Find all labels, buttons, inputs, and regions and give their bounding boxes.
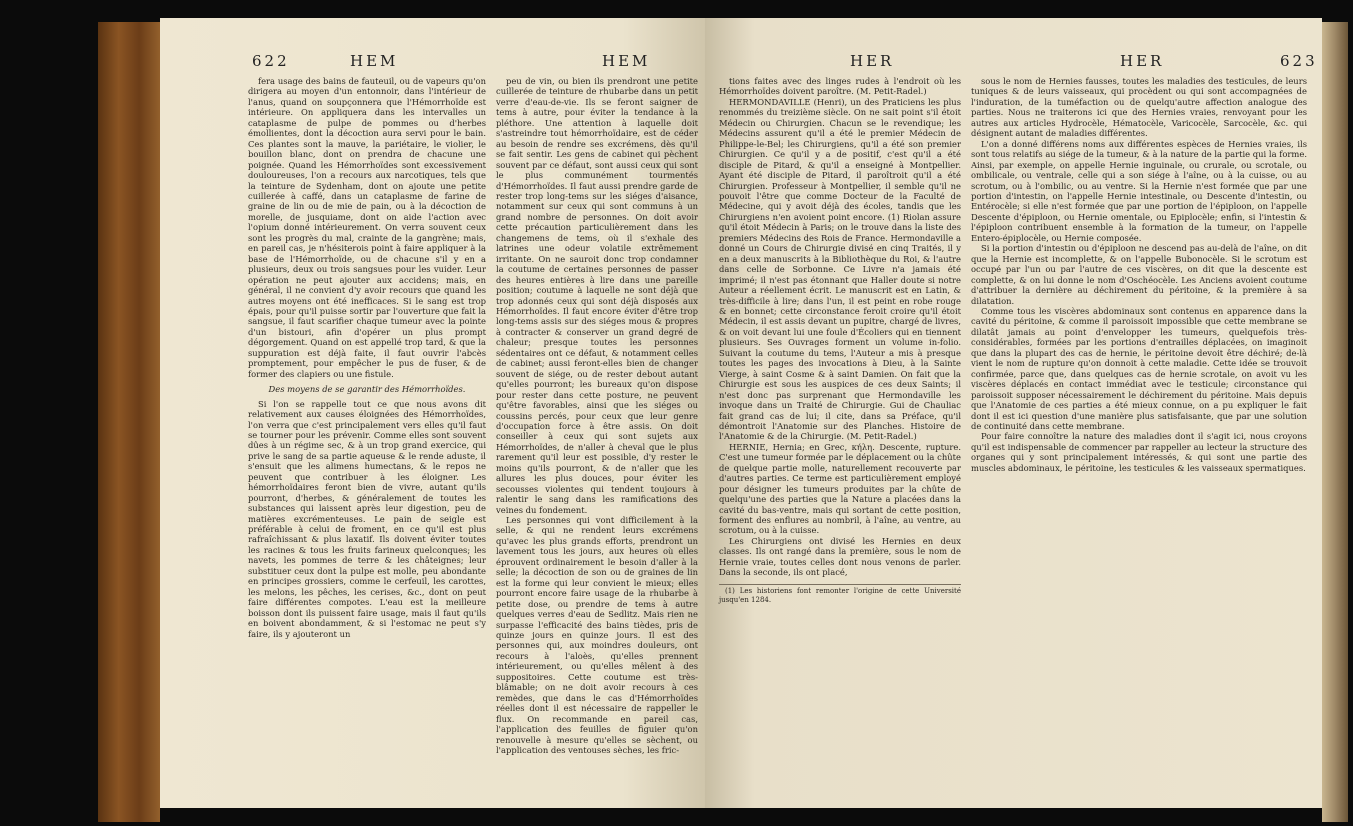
paragraph: HERMONDAVILLE (Henri), un des Praticiens les plus renommés du treizième siècle. On ne sait point s'il étoit Médecin ou Chirurgien. Chacun se le revendique; les Médecins assurent qu'il a été le premier Médecin de Philippe-le-Bel; les Chirurgiens, qu'il a été son premier Chirurgien. Ce qu'il y a de positif, c'est qu'il a été disciple de Pitard, & qu'il a enseigné à Montpellier. Ayant été disciple de Pitard, il paroîtroit qu'il a été Chirurgien. Professeur à Montpellier, il semble qu'il ne pouvoit l'être que comme Docteur de la Faculté de Médecine, qui y avoit déjà des écoles, tandis que les Chirurgiens n'en avoient point encore. (1) Riolan assure qu'il étoit Médecin à Paris; on le trouve dans la liste des premiers Médecins des Rois de France. Hermondaville a donné un Cours de Chirurgie divisé en cinq Traités, il y en a deux manuscrits à la Bibliothèque du Roi, & l'autre dans celle de Sorbonne. Ce Livre n'a jamais été imprimé; il n'est pas étonnant que Haller doute si notre Auteur a réellement écrit. Le manuscrit est en Latin, & très-difficile à lire; dans l'un, il est peint en robe rouge & en bonnet; cette circonstance feroit croire qu'il étoit Médecin, il est assis devant un pupitre, chargé de livres, & on voit devant lui une foule d'Écoliers qui en tiennent plusieurs. Ses Ouvrages forment un volume in-folio. Suivant la coutume du tems, l'Auteur a mis à presque toutes les pages des invocations à Dieu, à la Sainte Vierge, à saint Cosme & à saint Damien. On fait que la Chirurgie est sous les auspices de ces deux Saints; il n'est donc pas surprenant que Hermondaville les invoque dans un Traité de Chirurgie. Gui de Chauliac fait grand cas de lui; il cite, dans sa Préface, qu'il démontroit l'Anatomie sur des Planches. Histoire de l'Anatomie & de la Chirurgie. (M. Petit-Radel.) [719,96,961,442]
running-head-left-b: HEM [602,52,651,70]
left-page-edges [98,22,160,822]
paragraph: Si la portion d'intestin ou d'épiploon ne descend pas au-delà de l'aîne, on dit que la Hernie est incomplette, & on l'appelle Bubonocèle. Si le scrotum est occupé par l'un ou par l'autre de ces viscères, on dit que la descente est complette, & on lui donne le nom d'Oschéocèle. Les Anciens avoient coutume d'attribuer la dernière au déchirement du péritoine, & la première à sa dilatation. [971,243,1307,306]
running-head-right-b: HER [1120,52,1165,70]
section-subheading: Des moyens de se garantir des Hémorrhoïdes. [268,384,466,395]
paragraph: Pour faire connoître la nature des maladies dont il s'agit ici, nous croyons qu'il est indispensable de commencer par rappeller au lecteur la structure des organes qui y sont principalement intéressés, & qui sont une partie des muscles abdominaux, le péritoine, les testicules & les vaisseaux spermatiques. [971,431,1307,473]
paragraph: fera usage des bains de fauteuil, ou de vapeurs qu'on dirigera au moyen d'un entonnoir, dans l'intérieur de l'anus, quand on soupçonnera que l'Hémorrhoïde est intérieure. On appliquera dans les intervalles un cataplasme de pulpe de pommes ou d'herbes émollientes, dont la décoction aura servi pour le bain. Ces plantes sont la mauve, la pariétaire, le violier, le bouillon blanc, dont on prendra de chacune une poignée. Quand les Hémorrhoïdes sont excessivement douloureuses, l'on a recours aux narcotiques, tels que la teinture de Sydenham, dont on ajoute une petite cuillerée à caffé, dans un cataplasme de farine de graine de lin ou de mie de pain, ou à la décoction de morelle, de jusquiame, dont on aide l'action avec l'opium donné intérieurement. On verra souvent ceux sont les progrès du mal, crainte de la gangrène; mais, en pareil cas, je n'hésiterois point à faire appliquer à la base de l'Hémorrhoïde, ou de chacune s'il y en a plusieurs, deux ou trois sangsues pour les vuider. Leur opération ne peut ajouter aux accidens; mais, en général, il ne convient d'y avoir recours que quand les autres moyens ont été inefficaces. Si le sang est trop épais, pour qu'il puisse sortir par l'ouverture que fait la sangsue, il faut scarifier chaque tumeur avec la pointe d'un bistouri, afin d'opérer un plus prompt dégorgement. Quand on est appellé trop tard, & que la suppuration est déjà faite, il faut ouvrir l'abcès promptement, pour empêcher le pus de fuser, & de former des clapiers ou une fistule. [248,76,486,379]
paragraph: Comme tous les viscères abdominaux sont contenus en apparence dans la cavité du péritoine, & comme il paroissoit impossible que cette membrane se dilatât jamais au point d'envelopper les tumeurs, quelquefois très-considérables, formées par les portions d'entrailles déplacées, on imaginoit que dans la plupart des cas de hernie, le péritoine devoit être déchiré; de-là vient le nom de rupture qu'on donnoit à cette maladie. Cette idée se trouvoit confirmée, parce que, dans quelques cas de hernie scrotale, on avoit vu les viscères déplacés en contact immédiat avec le testicule; circonstance qui paroissoit supposer nécessairement le déchirement du péritoine. Mais depuis que l'Anatomie de ces parties a été mieux connue, on a pu expliquer le fait dont il est ici question d'une manière plus satisfaisante, que par une solution de continuité dans cette membrane. [971,305,1307,431]
left-page [160,18,705,808]
paragraph: Si l'on se rappelle tout ce que nous avons dit relativement aux causes éloignées des Hémorrhoïdes, l'on verra que c'est principalement vers elles qu'il faut se tourner pour les prévenir. Comme elles sont souvent dûes à un régime sec, & à un trop grand exercice, qui prive le sang de sa partie aqueuse & le rende aduste, il s'ensuit que les alimens humectans, & le repos ne peuvent que contribuer à les éloigner. Les hémorrhoïdaires feront bien de vivre, autant qu'ils pourront, d'herbes, & généralement de toutes les substances qui laissent après leur digestion, peu de matières excrémenteuses. Le pain de seigle est préférable à celui de froment, en ce qu'il est plus rafraîchissant & plus laxatif. Ils doivent éviter toutes les racines & tous les fruits farineux quelconques; les navets, les pommes de terre & les châteignes; leur substituer ceux dont la pulpe est molle, peu abondante en principes grossiers, comme le cerfeuil, les carottes, les melons, les pêches, les cerises, &c., dont on peut faire différentes compotes. L'eau est la meilleure boisson dont ils puissent faire usage, mais il faut qu'ils en boivent abondamment, & si l'estomac ne peut s'y faire, ils y ajouteront un [248,398,486,639]
right-column-1 [719,76,961,605]
paragraph: Les Chirurgiens ont divisé les Hernies en deux classes. Ils ont rangé dans la première, sous le nom de Hernie vraie, toutes celles dont nous venons de parler. Dans la seconde, ils ont placé, [719,535,961,578]
paragraph: tions faites avec des linges rudes à l'endroit où les Hémorrhoïdes doivent paroître. (M. Petit-Radel.) [719,76,961,97]
left-column-2 [496,76,698,755]
footnote: (1) Les historiens font remonter l'origine de cette Université jusqu'en 1284. [719,584,961,605]
paragraph: sous le nom de Hernies fausses, toutes les maladies des testicules, de leurs tuniques & de leurs vaisseaux, qui procèdent ou qui sont accompagnées de l'induration, de la tuméfaction ou de quelqu'autre affection analogue des parties. Nous ne traiterons ici que des Hernies vraies, renvoyant pour les autres aux articles Hydrocèle, Hématocèle, Varicocèle, Sarcocèle, &c. qui désignent autant de maladies différentes. [971,76,1307,139]
running-head-right-a: HER [850,52,895,70]
page-number-right: 623 [1280,52,1318,70]
right-column-2 [971,76,1307,473]
right-page-edges [1322,22,1348,822]
paragraph: peu de vin, ou bien ils prendront une petite cuillerée de teinture de rhubarbe dans un petit verre d'eau-de-vie. Ils se feront saigner de tems à autre, pour éviter la tendance à la pléthore. Une attention à laquelle doit s'astreindre tout hémorrhoïdaire, est de céder au besoin de rendre ses excrémens, dès qu'il se fait sentir. Les gens de cabinet qui pèchent souvent par ce défaut, sont aussi ceux qui sont le plus communément tourmentés d'Hémorrhoïdes. Il faut aussi prendre garde de rester trop long-tems sur les siéges d'aisance, notamment sur ceux qui sont communs à un grand nombre de personnes. On doit avoir cette précaution particulièrement dans les changemens de tems, où il s'exhale des latrines une odeur volatile extrêmement irritante. On ne sauroit donc trop condamner la coutume de certaines personnes de passer des heures entières à lire dans une pareille position; coutume à laquelle ne sont déjà que trop adonnés ceux qui sont déjà disposés aux Hémorrhoïdes. Il faut encore éviter d'être trop long-tems assis sur des siéges mous & propres à contracter & conserver un grand degré de chaleur; presque toutes les personnes sédentaires ont ce défaut, & notamment celles de cabinet; aussi feront-elles bien de changer souvent de siége, ou de rester debout autant qu'elles pourront; les bureaux qu'on dispose pour rester dans cette posture, ne peuvent qu'être favorables, ainsi que les siéges ou coussins percés, pour ceux que leur genre d'occupation force à être assis. On doit conseiller à ceux qui sont sujets aux Hémorrhoïdes, de n'aller à cheval que le plus rarement qu'il leur est possible, d'y rester le moins qu'ils pourront, & de n'aller que les allures les plus douces, pour éviter les secousses violentes qui tendent toujours à ralentir le sang dans les ramifications des veines du fondement. [496,76,698,515]
page-number-left: 622 [252,52,290,70]
right-page [705,18,1322,808]
running-head-left-a: HEM [350,52,399,70]
paragraph: Les personnes qui vont difficilement à la selle, & qui ne rendent leurs excrémens qu'avec les plus grands efforts, prendront un lavement tous les jours, aux heures où elles éprouvent ordinairement le besoin d'aller à la selle; la décoction de son ou de graines de lin est la forme qui leur convient le mieux; elles pourront encore faire usage de la rhubarbe à petite dose, ou prendre de tems à autre quelques verres d'eau de Sedlitz. Mais rien ne surpasse l'efficacité des bains tièdes, pris de quinze jours en quinze jours. Il est des personnes qui, aux moindres douleurs, ont recours à l'aloès, qu'elles prennent intérieurement, ou qu'elles mêlent à des suppositoires. Cette coutume est très-blâmable; on ne doit avoir recours à ces remèdes, que dans le cas d'Hémorrhoïdes réelles dont il est nécessaire de rappeller le flux. On recommande en pareil cas, l'application des feuilles de figuier qu'on renouvelle à mesure qu'elles se sèchent, ou l'application des ventouses sèches, les fric- [496,515,698,755]
paragraph: L'on a donné différens noms aux différentes espèces de Hernies vraies, ils sont tous relatifs au siége de la tumeur, & à la nature de la partie qui la forme. Ainsi, par exemple, on appelle Hernie inguinale, ou crurale, ou scrotale, ou ombilicale, ou ventrale, celle qui a son siége à l'aîne, ou à la cuisse, ou au scrotum, ou à l'ombilic, ou au ventre. Si la Hernie n'est formée que par une portion d'intestin, on l'appelle Hernie intestinale, ou Descente d'intestin, ou Entérocèle; si elle n'est formée que par une portion de l'épiploon, on l'appelle Descente d'épiploon, ou Hernie omentale, ou Epiplocèle; enfin, si l'intestin & l'épiploon contribuent ensemble à la formation de la tumeur, on l'appelle Entero-épiplocèle, ou Hernie composée. [971,138,1307,243]
left-column-1 [248,76,486,639]
paragraph: HERNIE, Hernia; en Grec, κήλη. Descente, rupture. C'est une tumeur formée par le déplacement ou la chûte de quelque partie molle, naturellement recouverte par d'autres parties. Ce terme est particulièrement employé pour désigner les tumeurs produites par la chûte de quelqu'une des parties que la Nature a placées dans la cavité du bas-ventre, mais qui sortant de cette position, forment des enflures au nombril, à l'aîne, au ventre, au scrotum, ou à la cuisse. [719,441,961,536]
